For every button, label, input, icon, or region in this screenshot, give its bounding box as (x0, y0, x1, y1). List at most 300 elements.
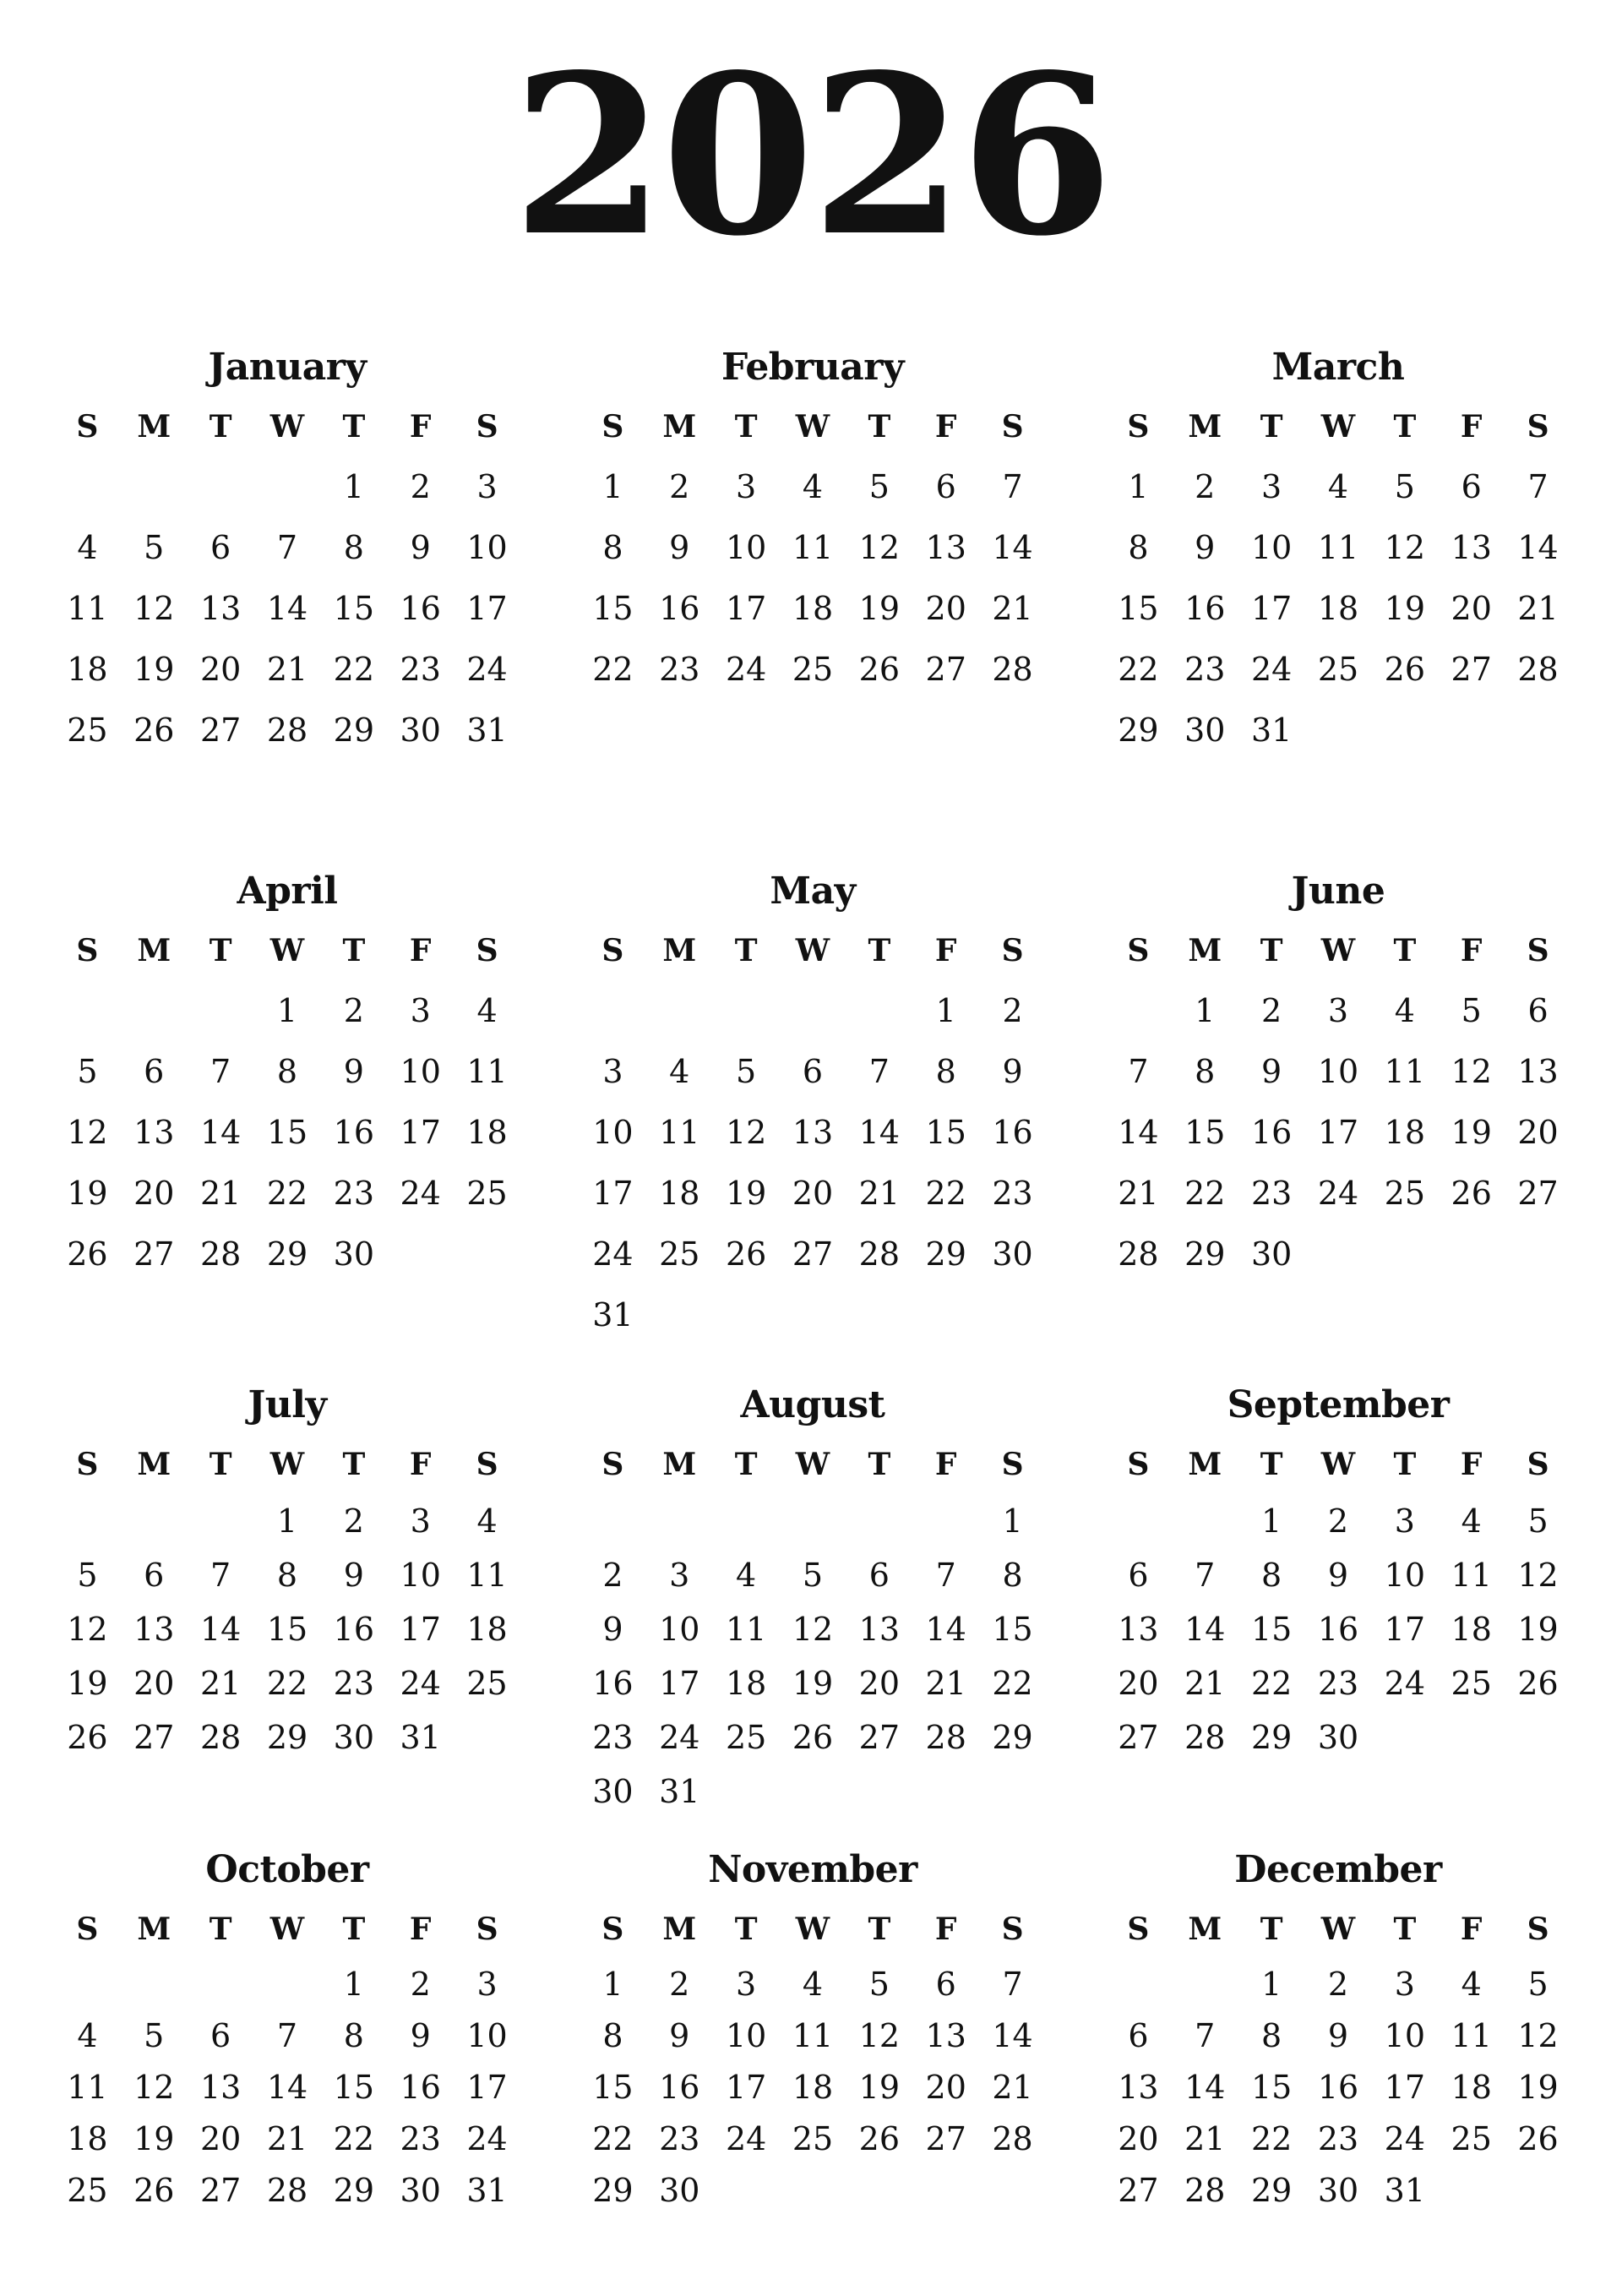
day-cell: 27 (199, 2172, 242, 2209)
weekday-label: S (476, 409, 498, 444)
weekday-label: T (734, 409, 758, 444)
day-cell: 17 (725, 590, 767, 627)
day-cell: 6 (210, 2017, 231, 2054)
day-cell: 24 (592, 1235, 634, 1273)
day-cell: 12 (1517, 1557, 1559, 1594)
day-cell: 24 (466, 2120, 508, 2157)
day-cell: 7 (276, 2017, 298, 2054)
day-cell: 27 (792, 1235, 834, 1273)
day-cell: 16 (1317, 1611, 1359, 1648)
day-cell: 17 (592, 1175, 634, 1212)
day-cell: 9 (602, 1611, 623, 1648)
day-cell: 5 (144, 529, 165, 566)
month-july (54, 1376, 520, 1764)
weekday-label: T (209, 1912, 232, 1947)
day-cell: 18 (725, 1665, 767, 1702)
day-cell: 27 (133, 1235, 175, 1273)
weekday-label: M (662, 409, 697, 444)
day-cell: 21 (925, 1665, 966, 1702)
day-cell: 13 (1118, 1611, 1159, 1648)
day-cell: 27 (925, 2120, 966, 2157)
day-cell: 5 (77, 1053, 98, 1090)
day-cell: 28 (266, 712, 308, 749)
day-cell: 21 (858, 1175, 901, 1212)
day-cell: 19 (1517, 1611, 1559, 1648)
day-cell: 22 (925, 1175, 966, 1212)
day-cell: 14 (266, 2069, 308, 2106)
day-cell: 27 (133, 1719, 175, 1756)
day-grid (1105, 1494, 1571, 1764)
day-cell: 7 (1128, 1053, 1149, 1090)
day-cell: 28 (925, 1719, 966, 1756)
month-november (580, 1841, 1046, 2217)
empty-cell (188, 1494, 254, 1548)
day-cell: 23 (1317, 2120, 1359, 2157)
day-cell: 20 (133, 1665, 175, 1702)
month-august (580, 1376, 1046, 1819)
day-cell: 13 (133, 1611, 175, 1648)
day-cell: 2 (410, 1966, 431, 2003)
day-cell: 16 (400, 590, 441, 627)
day-cell: 10 (725, 2017, 767, 2054)
day-cell: 11 (1451, 1557, 1492, 1594)
month-september (1105, 1376, 1571, 1764)
weekday-header (54, 1900, 520, 1959)
empty-cell (254, 1959, 321, 2010)
day-cell: 10 (1317, 1053, 1359, 1090)
day-cell: 3 (410, 1502, 431, 1540)
day-cell: 2 (410, 468, 431, 505)
day-cell: 5 (1527, 1502, 1549, 1540)
day-cell: 19 (792, 1665, 834, 1702)
weekday-label: F (1460, 933, 1483, 968)
day-cell: 31 (1384, 2172, 1426, 2209)
day-cell: 12 (1451, 1053, 1492, 1090)
day-cell: 28 (1517, 651, 1559, 688)
empty-cell (646, 980, 713, 1041)
weekday-label: W (1320, 933, 1356, 968)
day-cell: 5 (868, 468, 890, 505)
empty-cell (54, 1959, 121, 2010)
weekday-header (1105, 921, 1571, 980)
day-cell: 10 (592, 1114, 634, 1151)
day-cell: 11 (725, 1611, 767, 1648)
day-cell: 7 (210, 1557, 231, 1594)
weekday-label: W (1320, 409, 1356, 444)
weekday-label: M (1188, 933, 1222, 968)
day-cell: 22 (333, 2120, 375, 2157)
day-cell: 16 (400, 2069, 441, 2106)
year-title: 2026 (512, 27, 1110, 285)
day-cell: 1 (1128, 468, 1149, 505)
day-cell: 11 (1451, 2017, 1492, 2054)
empty-cell (121, 1494, 188, 1548)
day-cell: 13 (858, 1611, 901, 1648)
weekday-label: T (1260, 933, 1283, 968)
day-cell: 2 (343, 1502, 364, 1540)
day-cell: 24 (725, 2120, 767, 2157)
day-cell: 22 (592, 2120, 634, 2157)
weekday-label: S (1527, 1912, 1549, 1947)
day-cell: 7 (1195, 2017, 1216, 2054)
day-cell: 9 (1327, 2017, 1349, 2054)
day-cell: 10 (659, 1611, 700, 1648)
day-cell: 3 (736, 1966, 757, 2003)
day-cell: 23 (1184, 651, 1226, 688)
day-cell: 21 (1118, 1175, 1159, 1212)
day-cell: 15 (592, 2069, 634, 2106)
day-cell: 22 (333, 651, 375, 688)
day-cell: 8 (1261, 1557, 1282, 1594)
day-cell: 17 (400, 1611, 441, 1648)
month-april (54, 862, 520, 1284)
day-cell: 15 (1184, 1114, 1226, 1151)
day-cell: 6 (935, 1966, 956, 2003)
day-cell: 18 (1384, 1114, 1426, 1151)
day-cell: 17 (466, 2069, 508, 2106)
day-cell: 3 (1261, 468, 1282, 505)
day-cell: 3 (476, 1966, 498, 2003)
weekday-label: S (1527, 933, 1549, 968)
empty-cell (1105, 1494, 1172, 1548)
day-cell: 25 (659, 1235, 700, 1273)
day-cell: 3 (602, 1053, 623, 1090)
month-name: August (740, 1383, 885, 1426)
day-cell: 20 (1517, 1114, 1559, 1151)
day-cell: 7 (1002, 1966, 1023, 2003)
month-january (54, 338, 520, 761)
day-cell: 22 (1250, 1665, 1293, 1702)
day-cell: 21 (1184, 1665, 1226, 1702)
day-cell: 2 (1195, 468, 1216, 505)
month-name: May (770, 870, 856, 913)
day-cell: 13 (199, 2069, 242, 2106)
day-cell: 12 (133, 590, 175, 627)
day-cell: 19 (1384, 590, 1426, 627)
weekday-label: F (409, 1447, 432, 1482)
day-grid (54, 980, 520, 1284)
day-cell: 1 (276, 992, 298, 1029)
day-cell: 1 (343, 1966, 364, 2003)
weekday-header (1105, 397, 1571, 456)
month-may (580, 862, 1046, 1345)
day-cell: 15 (333, 2069, 375, 2106)
day-cell: 9 (343, 1557, 364, 1594)
weekday-label: T (209, 933, 232, 968)
day-cell: 17 (725, 2069, 767, 2106)
day-cell: 2 (669, 1966, 690, 2003)
weekday-label: S (76, 933, 99, 968)
day-cell: 8 (1002, 1557, 1023, 1594)
day-cell: 20 (199, 2120, 242, 2157)
weekday-header (580, 397, 1046, 456)
day-cell: 16 (333, 1114, 375, 1151)
day-cell: 14 (1118, 1114, 1159, 1151)
day-cell: 26 (1384, 651, 1426, 688)
day-cell: 9 (410, 529, 431, 566)
day-cell: 22 (266, 1665, 308, 1702)
day-cell: 24 (1250, 651, 1293, 688)
day-cell: 6 (1128, 1557, 1149, 1594)
day-cell: 15 (266, 1114, 308, 1151)
day-cell: 21 (1184, 2120, 1226, 2157)
day-cell: 17 (1384, 2069, 1426, 2106)
weekday-label: S (76, 1447, 99, 1482)
weekday-label: S (1001, 933, 1024, 968)
empty-cell (54, 980, 121, 1041)
day-cell: 29 (1250, 1719, 1293, 1756)
month-name: April (237, 870, 338, 913)
weekday-label: W (795, 409, 830, 444)
day-cell: 18 (1317, 590, 1359, 627)
day-cell: 16 (1250, 1114, 1293, 1151)
weekday-label: S (1001, 409, 1024, 444)
day-cell: 2 (1327, 1502, 1349, 1540)
day-cell: 14 (1517, 529, 1559, 566)
day-cell: 4 (1394, 992, 1415, 1029)
weekday-label: F (409, 933, 432, 968)
day-cell: 13 (133, 1114, 175, 1151)
day-cell: 20 (1451, 590, 1492, 627)
weekday-label: W (795, 1447, 830, 1482)
day-cell: 8 (276, 1053, 298, 1090)
day-cell: 23 (592, 1719, 634, 1756)
weekday-label: S (76, 409, 99, 444)
day-cell: 19 (67, 1175, 108, 1212)
day-cell: 3 (1394, 1966, 1415, 2003)
weekday-label: M (137, 933, 171, 968)
day-grid (54, 1959, 520, 2217)
day-cell: 8 (343, 529, 364, 566)
day-cell: 24 (1384, 2120, 1426, 2157)
day-cell: 7 (1002, 468, 1023, 505)
empty-cell (254, 456, 321, 517)
day-cell: 30 (992, 1235, 1033, 1273)
weekday-label: S (1127, 1447, 1150, 1482)
day-cell: 20 (792, 1175, 834, 1212)
day-cell: 23 (333, 1665, 375, 1702)
weekday-label: W (269, 1447, 305, 1482)
day-cell: 23 (400, 2120, 441, 2157)
day-cell: 25 (67, 712, 108, 749)
day-cell: 22 (1184, 1175, 1226, 1212)
empty-cell (713, 1494, 780, 1548)
day-cell: 1 (1195, 992, 1216, 1029)
day-grid (54, 1494, 520, 1764)
day-cell: 15 (266, 1611, 308, 1648)
weekday-label: T (1260, 409, 1283, 444)
day-cell: 5 (144, 2017, 165, 2054)
day-cell: 11 (792, 2017, 834, 2054)
day-cell: 18 (792, 2069, 834, 2106)
day-cell: 13 (1118, 2069, 1159, 2106)
day-cell: 30 (333, 1719, 375, 1756)
day-cell: 5 (802, 1557, 824, 1594)
day-cell: 16 (592, 1665, 634, 1702)
weekday-label: S (1127, 409, 1150, 444)
day-cell: 14 (199, 1114, 242, 1151)
day-cell: 4 (736, 1557, 757, 1594)
weekday-header (54, 1435, 520, 1494)
day-cell: 18 (466, 1114, 508, 1151)
day-cell: 17 (466, 590, 508, 627)
day-cell: 21 (266, 651, 308, 688)
day-cell: 3 (1394, 1502, 1415, 1540)
day-cell: 11 (67, 2069, 108, 2106)
weekday-label: S (476, 933, 498, 968)
day-cell: 12 (725, 1114, 767, 1151)
day-cell: 23 (992, 1175, 1033, 1212)
day-grid (54, 456, 520, 761)
weekday-label: W (795, 1912, 830, 1947)
day-cell: 23 (659, 651, 700, 688)
weekday-label: W (269, 1912, 305, 1947)
weekday-label: T (342, 933, 366, 968)
weekday-label: F (409, 409, 432, 444)
day-cell: 5 (868, 1966, 890, 2003)
day-cell: 31 (466, 2172, 508, 2209)
day-cell: 2 (669, 468, 690, 505)
day-cell: 27 (925, 651, 966, 688)
weekday-header (1105, 1900, 1571, 1959)
month-march (1105, 338, 1571, 761)
day-cell: 7 (1527, 468, 1549, 505)
empty-cell (646, 1494, 713, 1548)
day-cell: 31 (592, 1296, 634, 1333)
day-cell: 25 (466, 1175, 508, 1212)
day-cell: 11 (466, 1557, 508, 1594)
day-cell: 29 (1250, 2172, 1293, 2209)
day-cell: 14 (1184, 1611, 1226, 1648)
day-cell: 1 (602, 1966, 623, 2003)
day-cell: 29 (333, 712, 375, 749)
day-cell: 24 (466, 651, 508, 688)
day-cell: 18 (67, 651, 108, 688)
day-cell: 19 (1451, 1114, 1492, 1151)
weekday-label: S (1001, 1447, 1024, 1482)
weekday-header (580, 1435, 1046, 1494)
day-cell: 10 (1250, 529, 1293, 566)
day-cell: 15 (925, 1114, 966, 1151)
weekday-label: M (1188, 1912, 1222, 1947)
day-cell: 13 (199, 590, 242, 627)
month-december (1105, 1841, 1571, 2217)
day-cell: 26 (792, 1719, 834, 1756)
day-cell: 16 (659, 590, 700, 627)
day-cell: 23 (659, 2120, 700, 2157)
weekday-header (1105, 1435, 1571, 1494)
weekday-header (54, 397, 520, 456)
weekday-label: T (1393, 1447, 1417, 1482)
day-cell: 5 (1461, 992, 1482, 1029)
day-cell: 11 (466, 1053, 508, 1090)
day-cell: 29 (266, 1719, 308, 1756)
day-cell: 24 (400, 1175, 441, 1212)
empty-cell (580, 980, 646, 1041)
empty-cell (188, 1959, 254, 2010)
weekday-label: F (409, 1912, 432, 1947)
weekday-label: T (868, 409, 891, 444)
empty-cell (912, 1494, 979, 1548)
day-cell: 6 (935, 468, 956, 505)
day-cell: 18 (1451, 2069, 1492, 2106)
day-cell: 25 (1451, 2120, 1492, 2157)
day-cell: 18 (659, 1175, 700, 1212)
day-cell: 4 (802, 1966, 824, 2003)
day-cell: 21 (199, 1175, 242, 1212)
day-cell: 23 (333, 1175, 375, 1212)
day-cell: 7 (935, 1557, 956, 1594)
day-cell: 9 (410, 2017, 431, 2054)
weekday-label: S (601, 1447, 624, 1482)
weekday-label: M (137, 1912, 171, 1947)
weekday-label: S (1527, 409, 1549, 444)
day-cell: 16 (992, 1114, 1033, 1151)
month-name: March (1271, 346, 1405, 389)
weekday-label: F (934, 1447, 957, 1482)
day-cell: 5 (1527, 1966, 1549, 2003)
day-cell: 28 (992, 2120, 1033, 2157)
day-cell: 20 (925, 590, 966, 627)
day-cell: 10 (1384, 2017, 1426, 2054)
weekday-label: T (868, 1447, 891, 1482)
empty-cell (121, 980, 188, 1041)
day-cell: 26 (133, 2172, 175, 2209)
weekday-label: S (601, 409, 624, 444)
day-cell: 7 (868, 1053, 890, 1090)
day-cell: 9 (1002, 1053, 1023, 1090)
day-cell: 3 (1327, 992, 1349, 1029)
weekday-label: T (342, 1912, 366, 1947)
day-cell: 30 (400, 712, 441, 749)
day-cell: 8 (935, 1053, 956, 1090)
weekday-label: F (1460, 1912, 1483, 1947)
day-cell: 1 (1002, 1502, 1023, 1540)
day-cell: 11 (792, 529, 834, 566)
day-cell: 11 (1384, 1053, 1426, 1090)
day-cell: 9 (1261, 1053, 1282, 1090)
day-cell: 28 (1184, 2172, 1226, 2209)
weekday-header (54, 921, 520, 980)
day-cell: 22 (592, 651, 634, 688)
day-cell: 31 (400, 1719, 441, 1756)
day-cell: 25 (1451, 1665, 1492, 1702)
empty-cell (1105, 980, 1172, 1041)
day-cell: 23 (400, 651, 441, 688)
day-cell: 1 (276, 1502, 298, 1540)
day-cell: 13 (925, 2017, 966, 2054)
day-cell: 30 (1184, 712, 1226, 749)
day-cell: 22 (1250, 2120, 1293, 2157)
day-cell: 30 (333, 1235, 375, 1273)
day-cell: 26 (133, 712, 175, 749)
empty-cell (54, 456, 121, 517)
weekday-label: M (662, 1447, 697, 1482)
day-cell: 22 (266, 1175, 308, 1212)
weekday-label: T (342, 409, 366, 444)
weekday-label: T (868, 1912, 891, 1947)
day-cell: 20 (1118, 2120, 1159, 2157)
day-cell: 12 (858, 2017, 901, 2054)
day-cell: 10 (400, 1053, 441, 1090)
day-cell: 29 (266, 1235, 308, 1273)
weekday-label: T (209, 1447, 232, 1482)
weekday-label: T (734, 1447, 758, 1482)
day-cell: 8 (1261, 2017, 1282, 2054)
weekday-label: F (1460, 409, 1483, 444)
day-cell: 27 (1517, 1175, 1559, 1212)
day-cell: 6 (802, 1053, 824, 1090)
